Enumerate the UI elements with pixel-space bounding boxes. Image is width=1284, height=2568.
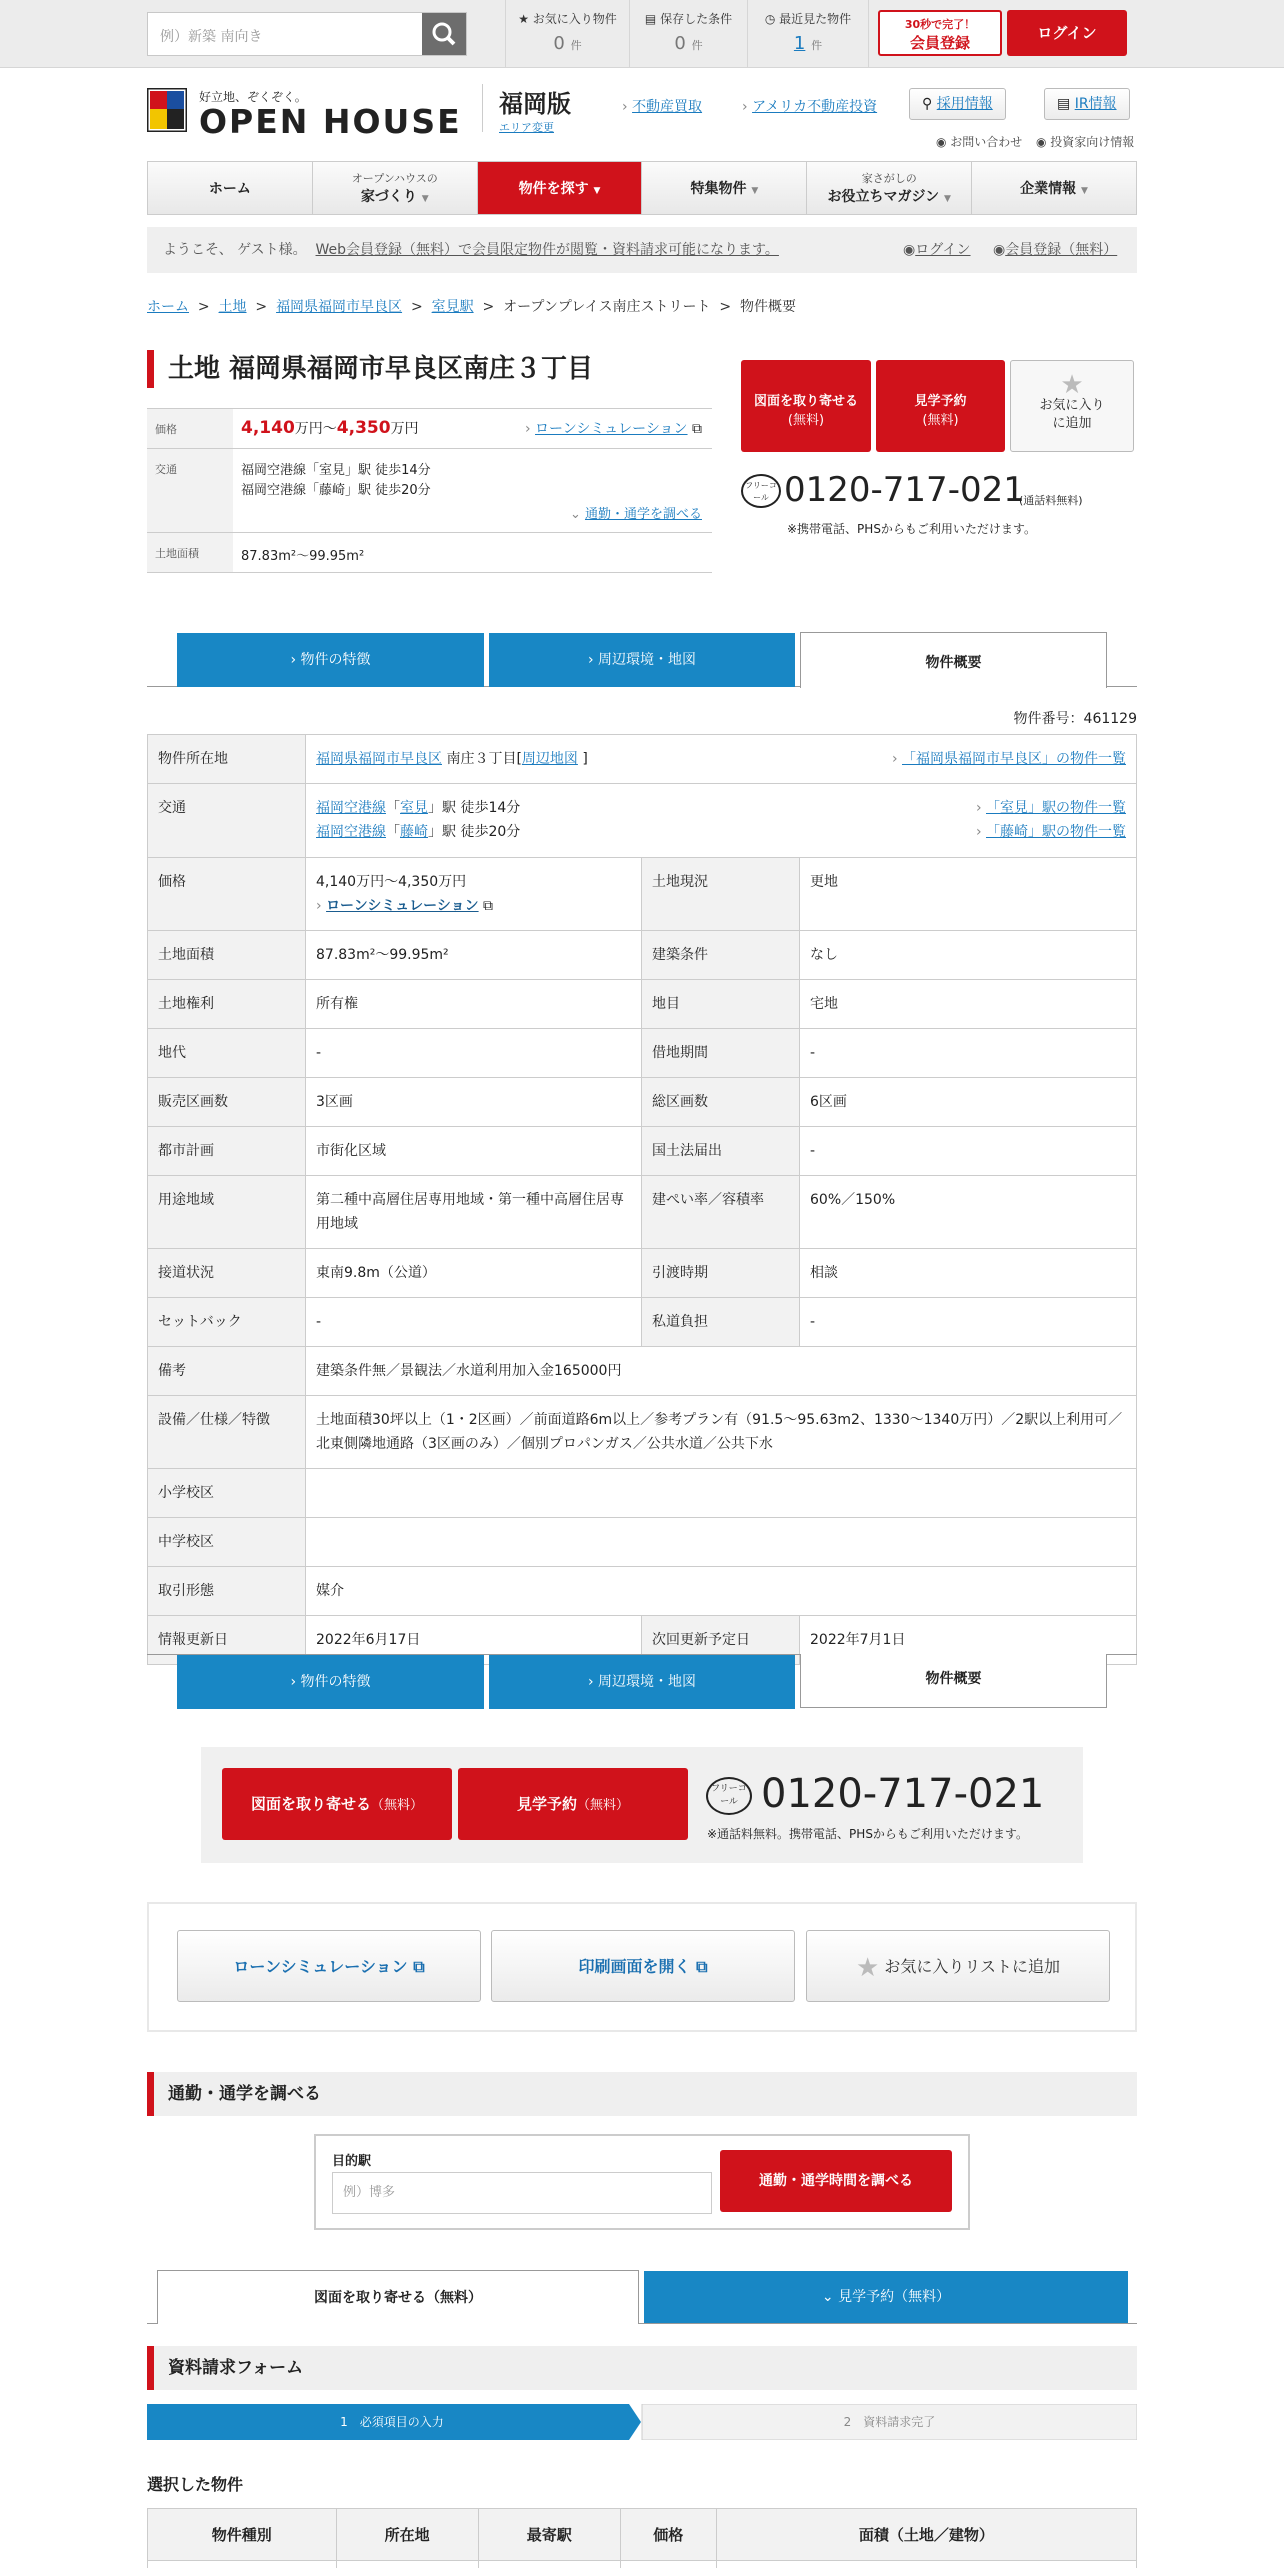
detail-value: - [800, 1029, 1137, 1078]
mobile-note: ※携帯電話、PHSからもご利用いただけます。 [787, 522, 1036, 536]
utility-bar [0, 0, 1284, 68]
tab-overview[interactable]: 物件概要 [800, 632, 1107, 688]
detail-key: 引渡時期 [642, 1249, 800, 1298]
external-link-icon: ⧉ [692, 421, 702, 437]
detail-key: 土地権利 [148, 980, 306, 1029]
detail-value: 60%／150% [800, 1176, 1137, 1249]
nav-sub: オープンハウスの [351, 172, 438, 185]
chevron-right-icon: › [290, 652, 301, 668]
nav-label: 企業情報 [1020, 181, 1077, 197]
detail-key: 建ぺい率／容積率 [642, 1176, 800, 1249]
summary-key: 土地面積 [147, 533, 233, 572]
form-section-title: 資料請求フォーム [147, 2346, 1137, 2390]
logo-mark [147, 88, 187, 132]
chevron-right-icon: › [316, 898, 327, 914]
caret-down-icon: ▼ [593, 186, 601, 196]
circle-chevron-icon: ◉ [903, 242, 916, 258]
location-rest: 南庄３丁目[ [446, 751, 522, 767]
table-cell [478, 2561, 620, 2568]
detail-key: 借地期間 [642, 1029, 800, 1078]
detail-value: 宅地 [800, 980, 1137, 1029]
detail-value: - [800, 1127, 1137, 1176]
detail-key: 備考 [148, 1347, 306, 1396]
register-small: 30秒で完了！ [904, 18, 976, 31]
table-cell [148, 2561, 337, 2568]
detail-key: 国土法届出 [642, 1127, 800, 1176]
chevron-right-icon: › [587, 652, 599, 668]
free-call-icon: フリーコール [706, 1777, 752, 1815]
nav-label: 物件を探す [518, 181, 589, 197]
detail-key: 情報更新日 [148, 1616, 306, 1665]
detail-key: 販売区画数 [148, 1078, 306, 1127]
welcome-login-link[interactable] [903, 227, 971, 273]
welcome-register-link[interactable] [993, 227, 1117, 273]
investor-label: 投資家向け情報 [1050, 135, 1135, 149]
visit-label: 見学予約 [914, 394, 967, 409]
breadcrumb-item: オープンプレイス南庄ストリート [503, 299, 711, 315]
page-title: 土地 福岡県福岡市早良区南庄３丁目 [147, 350, 593, 388]
tab-surroundings[interactable] [489, 1655, 795, 1709]
tab-label: 周辺環境・地図 [598, 1674, 697, 1690]
recruit-button[interactable] [909, 88, 1006, 120]
detail-key: 用途地域 [148, 1176, 306, 1249]
nav-sub: 家さがしの [861, 172, 917, 185]
detail-value: なし [800, 931, 1137, 980]
loan-label: ローンシミュレーション [535, 421, 688, 437]
search-icon [422, 13, 466, 55]
global-nav [147, 161, 1137, 215]
favorites-counter[interactable] [505, 0, 629, 68]
table-cell [336, 2561, 478, 2568]
visit-free: （無料） [577, 1798, 630, 1813]
price-low: 4,140 [241, 418, 295, 438]
detail-value: 第二種中高層住居専用地域・第一種中高層住居専用地域 [306, 1176, 642, 1249]
detail-value [306, 1518, 1137, 1567]
detail-key: 取引形態 [148, 1567, 306, 1616]
station-list-link[interactable] [976, 796, 1126, 820]
detail-value: - [800, 1298, 1137, 1347]
ir-button[interactable] [1044, 88, 1130, 120]
detail-key: 私道負担 [642, 1298, 800, 1347]
search-box[interactable] [147, 12, 467, 56]
star-icon: ★ [1060, 370, 1084, 400]
logo-text: OPEN HOUSE [199, 102, 462, 141]
line-link[interactable]: 福岡空港線 [316, 824, 386, 840]
tab-visit-booking[interactable] [644, 2271, 1128, 2323]
chevron-right-icon: › [742, 99, 753, 115]
chevron-right-icon: › [290, 1674, 301, 1690]
station-list-label: 「藤崎」駅の物件一覧 [986, 824, 1126, 840]
nav-label: 家づくり [360, 189, 417, 205]
detail-key: 次回更新予定日 [642, 1616, 800, 1665]
summary-table: 価格 4,140万円～4,350万円 › ローンシミュレーション ⧉ 交通 福岡空港線「室見」駅 徒歩14分 福岡空港線「藤崎」駅 徒歩20分 ⌄ 通勤・通学を調べる 土地面積 87.83m²～99.95m² [147, 408, 712, 573]
tab-label: 物件の特徴 [300, 1674, 371, 1690]
column-header: 最寄駅 [478, 2509, 620, 2561]
request-label: 図面を取り寄せる [250, 1795, 371, 1813]
detail-key: 地目 [642, 980, 800, 1029]
print-button[interactable] [491, 1930, 795, 2002]
destination-label: 目的駅 [332, 2154, 372, 2169]
detail-value: 相談 [800, 1249, 1137, 1298]
favorite-label: お気に入りリストに追加 [884, 1957, 1061, 1976]
detail-value [306, 1469, 1137, 1518]
area-value: 87.83m²～99.95m² [241, 549, 365, 564]
price-value: 4,140万円～4,350万円 [316, 874, 467, 890]
detail-key: 接道状況 [148, 1249, 306, 1298]
commute-section-title: 通勤・通学を調べる [147, 2072, 1137, 2116]
external-link-icon: ⧉ [696, 1957, 708, 1976]
location-close: ] [582, 751, 588, 767]
request-free: (無料) [787, 413, 825, 428]
caret-down-icon: ▼ [421, 194, 429, 204]
add-favorite-button[interactable] [1010, 360, 1134, 452]
document-icon: ▤ [644, 12, 657, 26]
detail-location [306, 735, 1137, 784]
nav-company[interactable] [972, 162, 1136, 214]
tagline: 好立地、ぞくぞく。 [199, 90, 307, 104]
request-free: （無料） [371, 1798, 424, 1813]
ir-label: IR情報 [1074, 96, 1117, 112]
register-label: 会員登録 [909, 34, 970, 52]
traffic-line: 福岡空港線「室見」駅 徒歩14分 [241, 463, 431, 478]
property-number: 物件番号：461129 [1013, 711, 1137, 727]
summary-loan-link[interactable] [525, 418, 702, 438]
recent-label: 最近見た物件 [779, 12, 852, 26]
breadcrumb-item[interactable]: 福岡県福岡市早良区 [276, 299, 403, 315]
nav-feature[interactable] [642, 162, 807, 214]
commute-search-button[interactable]: 通勤・通学時間を調べる [720, 2150, 952, 2212]
star-icon: ★ [855, 1953, 880, 1983]
tab-label: 物件の特徴 [300, 652, 371, 668]
destination-input[interactable]: 例）博多 [332, 2172, 712, 2214]
caret-down-icon: ▼ [944, 194, 951, 204]
chevron-right-icon: › [891, 751, 902, 767]
login-button[interactable]: ログイン [1007, 10, 1127, 56]
us-invest-link[interactable] [742, 96, 877, 116]
detail-key: 都市計画 [148, 1127, 306, 1176]
buy-link[interactable] [622, 96, 702, 116]
favorites-unit: 件 [570, 39, 582, 52]
investor-link[interactable] [1036, 133, 1134, 150]
breadcrumb-item: 物件概要 [740, 299, 796, 315]
free-call-icon: フリーコール [741, 474, 781, 508]
detail-value: 土地面積30坪以上（1・2区画）／前面道路6m以上／参考プラン有（91.5～95.63m2、1330～1340万円）／2駅以上利用可／北東側隣地通路（3区画のみ）／個別プロパンガス／公共水道／公共下水 [306, 1396, 1137, 1469]
circle-chevron-icon: ◉ [936, 135, 951, 149]
detail-loan-link[interactable] [316, 894, 631, 918]
edition [482, 84, 571, 132]
step-2: 2 資料請求完了 [843, 2415, 936, 2429]
detail-value: 3区画 [306, 1078, 642, 1127]
detail-key: 土地現況 [642, 858, 800, 931]
recent-unit: 件 [811, 39, 823, 52]
price-unit: 万円 [390, 421, 419, 437]
phone-note: (通話料無料) [1019, 494, 1083, 507]
selected-property-table [147, 2508, 1137, 2568]
detail-key: 建築条件 [642, 931, 800, 980]
visit-label: 見学予約 [516, 1795, 577, 1813]
commute-label: 通勤・通学を調べる [584, 507, 702, 522]
caret-down-icon: ▼ [1081, 186, 1088, 196]
detail-key: 交通 [148, 784, 306, 858]
search-button[interactable] [422, 13, 466, 55]
star-icon: ★ [518, 12, 529, 26]
request-docs-button[interactable] [222, 1768, 452, 1840]
contact-label: お問い合わせ [950, 135, 1023, 149]
tab-overview[interactable]: 物件概要 [800, 1654, 1107, 1708]
detail-value: 6区画 [800, 1078, 1137, 1127]
price-high: 4,350 [336, 418, 391, 438]
request-docs-button[interactable] [741, 360, 871, 452]
detail-key: 小学校区 [148, 1469, 306, 1518]
nav-search[interactable] [478, 162, 643, 214]
phone-number[interactable]: 0120-717-021 [761, 1771, 1045, 1817]
edition-name: 福岡版 [499, 90, 571, 118]
table-cell [620, 2561, 716, 2568]
contact-cta [201, 1747, 1083, 1863]
nav-label: ホーム [208, 181, 251, 197]
chevron-down-icon: ⌄ [821, 2289, 839, 2305]
utility-actions [147, 1902, 1137, 2032]
detail-price [306, 858, 642, 931]
external-link-icon: ⧉ [413, 1957, 425, 1976]
visit-booking-button[interactable] [876, 360, 1005, 452]
detail-value: 市街化区域 [306, 1127, 642, 1176]
welcome-register-label: 会員登録（無料） [1005, 242, 1118, 258]
welcome-text: ようこそ、 ゲスト様。 [163, 242, 307, 258]
detail-value: 更地 [800, 858, 1137, 931]
breadcrumb-item[interactable]: 室見駅 [431, 299, 474, 315]
chevron-right-icon: › [975, 824, 986, 840]
selected-property-heading: 選択した物件 [147, 2475, 244, 2494]
detail-key: 土地面積 [148, 931, 306, 980]
table-cell [716, 2561, 1136, 2568]
column-header: 所在地 [336, 2509, 478, 2561]
detail-value: - [306, 1298, 642, 1347]
external-link-icon: ⧉ [483, 898, 494, 914]
detail-value: - [306, 1029, 642, 1078]
detail-key: 地代 [148, 1029, 306, 1078]
detail-value: 87.83m²～99.95m² [306, 931, 642, 980]
area-list-link[interactable] [892, 747, 1126, 771]
clock-icon: ◷ [764, 12, 776, 26]
chevron-right-icon: › [622, 99, 633, 115]
breadcrumb-item[interactable]: 土地 [218, 299, 247, 315]
circle-chevron-icon: ◉ [1036, 135, 1051, 149]
map-link[interactable]: 周辺地図 [521, 751, 578, 767]
breadcrumb: ホーム > 土地 > 福岡県福岡市早良区 > 室見駅 > オープンプレイス南庄ストリート > 物件概要 [147, 299, 796, 315]
saved-unit: 件 [691, 39, 703, 52]
detail-value: 2022年7月1日 [800, 1616, 1137, 1665]
column-header: 価格 [620, 2509, 716, 2561]
walk-time: 駅 徒歩14分 [442, 800, 521, 816]
line-link[interactable]: 福岡空港線 [316, 800, 386, 816]
tab-label: 見学予約（無料） [838, 2289, 951, 2305]
detail-key: 物件所在地 [148, 735, 306, 784]
welcome-login-label: ログイン [915, 242, 971, 258]
tab-features[interactable] [177, 633, 484, 687]
step-1: 1 必須項目の入力 [340, 2415, 444, 2429]
commute-link[interactable] [570, 505, 702, 525]
detail-key: 総区画数 [642, 1078, 800, 1127]
detail-key: 価格 [148, 858, 306, 931]
search-input[interactable]: 例）新築 南向き [160, 29, 263, 45]
tab-features[interactable] [177, 1655, 484, 1709]
loan-simulation-button[interactable] [177, 1930, 481, 2002]
nav-label: 特集物件 [690, 181, 747, 197]
detail-value: 東南9.8m（公道） [306, 1249, 642, 1298]
favorites-label: お気に入り物件 [532, 12, 617, 26]
welcome-bar [147, 227, 1137, 273]
favorite-label: お気に入り に追加 [1039, 398, 1105, 431]
caret-down-icon: ▼ [751, 186, 759, 196]
visit-free: (無料) [922, 413, 959, 428]
search-icon: ⚲ [922, 96, 937, 112]
recruit-label: 採用情報 [936, 96, 993, 112]
detail-value: 媒介 [306, 1567, 1137, 1616]
area-list-label: 「福岡県福岡市早良区」の物件一覧 [902, 751, 1126, 767]
tab-label: 周辺環境・地図 [598, 652, 697, 668]
chevron-down-icon: ⌄ [569, 507, 585, 522]
chevron-right-icon: › [587, 1674, 599, 1690]
location-link[interactable]: 福岡県福岡市早良区 [316, 751, 442, 767]
chevron-right-icon: › [975, 800, 986, 816]
breadcrumb-item[interactable]: ホーム [147, 299, 189, 315]
commute-form [314, 2134, 970, 2230]
detail-traffic: 福岡空港線「室見」駅 徒歩14分 › 「室見」駅の物件一覧 福岡空港線「藤崎」駅 徒歩20分 › 「藤崎」駅の物件一覧 [306, 784, 1137, 858]
detail-key: 設備／仕様／特徴 [148, 1396, 306, 1469]
recent-counter[interactable] [747, 0, 869, 68]
detail-value: 所有権 [306, 980, 642, 1029]
document-icon: ▤ [1057, 96, 1075, 112]
visit-booking-button[interactable] [458, 1768, 688, 1840]
saved-label: 保存した条件 [660, 12, 733, 26]
detail-key: 中学校区 [148, 1518, 306, 1567]
register-button[interactable] [878, 10, 1002, 56]
tab-request-docs[interactable]: 図面を取り寄せる（無料） [157, 2270, 639, 2324]
contact-link[interactable] [936, 133, 1022, 150]
circle-chevron-icon: ◉ [993, 242, 1006, 258]
us-invest-label[interactable]: アメリカ不動産投資 [752, 99, 878, 115]
loan-label: ローンシミュレーション [233, 1957, 408, 1976]
traffic-line: 福岡空港線「藤崎」駅 徒歩20分 [241, 483, 431, 498]
buy-link-label[interactable]: 不動産買取 [632, 99, 703, 115]
station-list-link[interactable] [976, 820, 1126, 844]
request-label: 図面を取り寄せる [753, 394, 858, 409]
price-unit: 万円 [294, 421, 323, 437]
nav-house[interactable] [313, 162, 478, 214]
saved-count: 0 [674, 33, 686, 54]
add-favorite-list-button[interactable] [806, 1930, 1110, 2002]
saved-counter[interactable] [629, 0, 747, 68]
station-link[interactable]: 藤崎 [400, 824, 428, 840]
tab-surroundings[interactable] [489, 633, 795, 687]
detail-value: 2022年6月17日 [306, 1616, 642, 1665]
phone-number[interactable]: 0120-717-021 [784, 470, 1025, 510]
column-header: 面積（土地／建物） [716, 2509, 1136, 2561]
area-change-link[interactable]: エリア変更 [499, 121, 554, 134]
property-detail-table [147, 734, 1137, 1665]
detail-value: 建築条件無／景観法／水道利用加入金165000円 [306, 1347, 1137, 1396]
phone-note: ※通話料無料。携帯電話、PHSからもご利用いただけます。 [707, 1827, 1028, 1841]
summary-key: 価格 [147, 409, 233, 448]
member-info-link[interactable]: Web会員登録（無料）で会員限定物件が閲覧・資料請求可能になります。 [315, 242, 779, 258]
print-label: 印刷画面を開く [578, 1957, 691, 1976]
summary-key: 交通 [147, 449, 233, 532]
nav-home[interactable] [148, 162, 313, 214]
column-header: 物件種別 [148, 2509, 337, 2561]
walk-time: 駅 徒歩20分 [442, 824, 521, 840]
favorites-count: 0 [553, 33, 565, 54]
recent-count[interactable]: 1 [793, 33, 806, 54]
detail-key: セットバック [148, 1298, 306, 1347]
station-list-label: 「室見」駅の物件一覧 [986, 800, 1126, 816]
nav-magazine[interactable] [807, 162, 972, 214]
nav-label: お役立ちマガジン [827, 189, 940, 205]
chevron-right-icon: › [524, 421, 536, 437]
loan-label: ローンシミュレーション [326, 898, 479, 914]
station-link[interactable]: 室見 [400, 800, 428, 816]
